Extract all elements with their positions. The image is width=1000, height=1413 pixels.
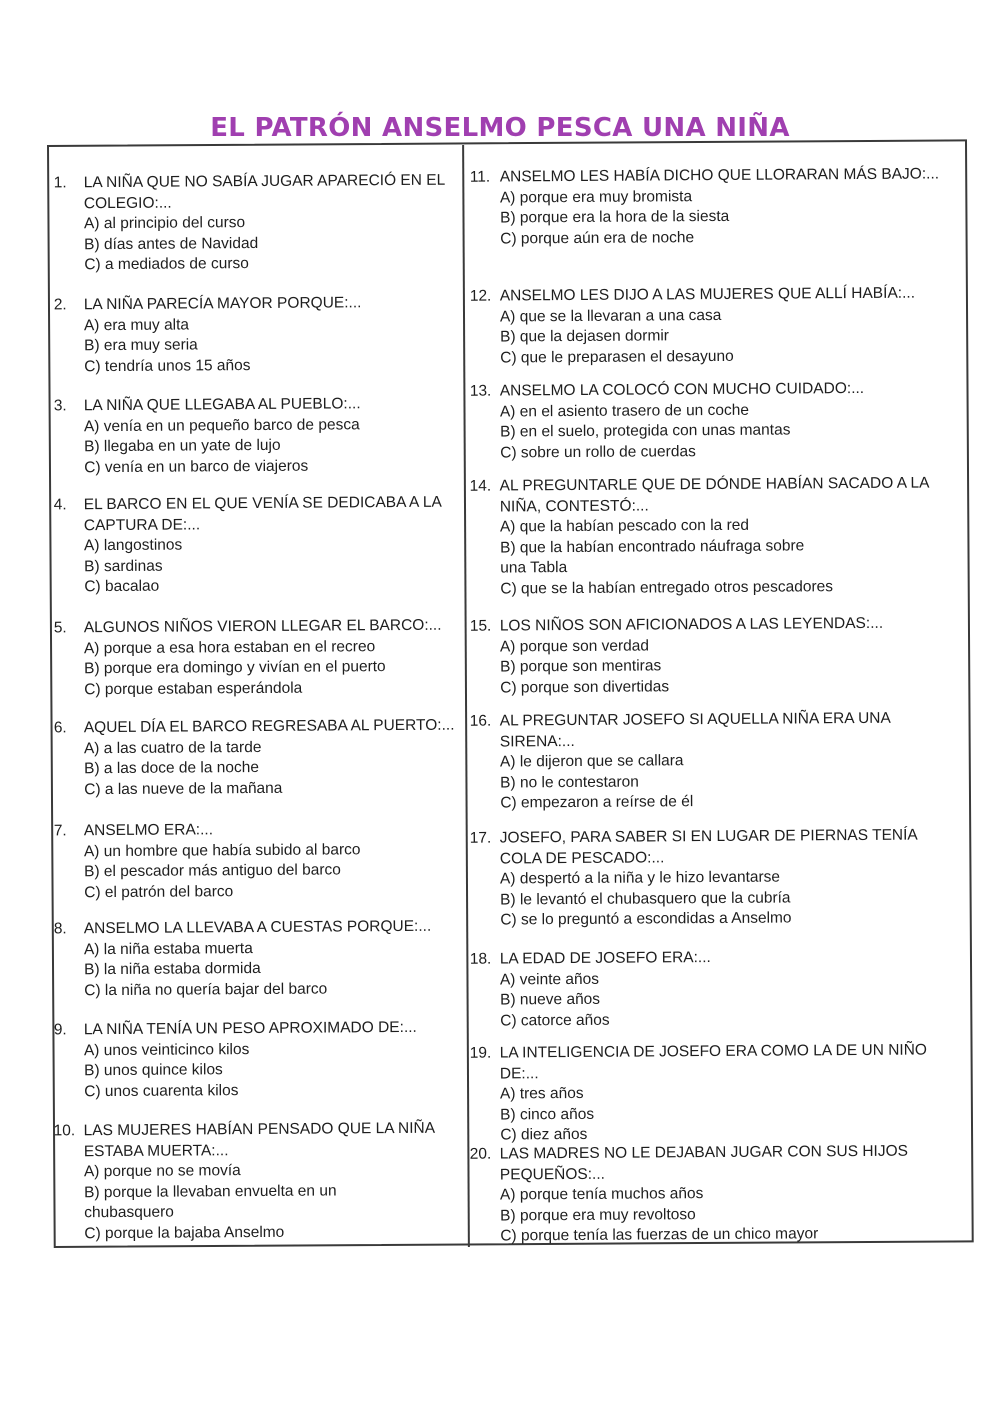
question-number: 5. [53, 619, 67, 637]
question-17 [470, 825, 961, 931]
answer-option[interactable]: C) que le preparasen el desayuno [500, 347, 734, 367]
answer-option[interactable]: C) que se la habían entregado otros pescadores [500, 577, 834, 597]
answer-option[interactable]: C) catorce años [500, 1011, 610, 1029]
answer-option[interactable]: A) que se la llevaran a una casa [499, 306, 722, 326]
answer-option[interactable]: A) veinte años [499, 970, 600, 989]
question-text: LA NIÑA TENÍA UN PESO APROXIMADO DE:... [83, 1018, 417, 1039]
answer-option[interactable]: B) cinco años [500, 1105, 595, 1124]
question-stem [54, 493, 459, 537]
question-number: 6. [53, 719, 67, 737]
question-stem [470, 164, 960, 188]
answer-option[interactable]: A) porque a esa hora estaban en el recreo [83, 637, 376, 657]
answer-option[interactable]: B) unos quince kilos [84, 1061, 223, 1080]
question-13 [470, 378, 961, 463]
answer-option[interactable]: B) era muy seria [84, 336, 198, 355]
question-2 [54, 293, 460, 378]
answer-option[interactable]: A) al principio del curso [83, 214, 246, 233]
question-number: 2. [53, 296, 67, 314]
answer-option[interactable]: C) a las nueve de la mañana [84, 779, 283, 798]
question-stem [470, 283, 960, 307]
question-stem [470, 825, 960, 869]
answer-option[interactable]: B) que la dejasen dormir [500, 327, 670, 346]
question-text: ANSELMO ERA:... [83, 821, 214, 840]
question-text: LA NIÑA QUE LLEGABA AL PUEBLO:... [83, 395, 361, 415]
answer-option[interactable]: B) el pescador más antiguo del barco [84, 861, 341, 881]
answer-option[interactable]: A) langostinos [83, 536, 183, 555]
question-16 [470, 708, 961, 814]
question-text: LAS MUJERES HABÍAN PENSADO QUE LA NIÑA ESTABA MUERTA:... [83, 1119, 435, 1160]
answer-option[interactable]: C) porque estaban esperándola [84, 679, 303, 698]
answer-option[interactable]: C) la niña no quería bajar del barco [84, 980, 328, 999]
answer-option[interactable]: B) porque son mentiras [500, 657, 662, 676]
question-number: 10. [53, 1122, 76, 1140]
question-text: ALGUNOS NIÑOS VIERON LLEGAR EL BARCO:... [83, 616, 442, 637]
answer-option[interactable]: B) porque era domingo y vivían en el puerto [84, 658, 386, 678]
answer-option[interactable]: C) venía en un barco de viajeros [84, 457, 309, 476]
question-text: EL BARCO EN EL QUE VENÍA SE DEDICABA A LA CAPTURA DE:... [83, 493, 441, 534]
question-number: 17. [469, 829, 492, 847]
question-number: 18. [469, 950, 492, 968]
answer-option[interactable]: A) porque son verdad [499, 636, 650, 656]
question-stem [54, 819, 459, 842]
question-text: ANSELMO LA LLEVABA A CUESTAS PORQUE:... [83, 917, 432, 938]
question-stem [470, 378, 960, 402]
question-14 [470, 473, 961, 599]
question-18 [470, 946, 961, 1031]
question-stem [470, 1040, 960, 1084]
answer-option[interactable]: A) le dijeron que se callara [499, 752, 684, 771]
question-10 [54, 1119, 460, 1245]
answer-option[interactable]: C) a mediados de curso [84, 255, 249, 274]
question-number: 7. [53, 822, 67, 840]
question-stem [470, 1141, 960, 1185]
question-stem [54, 1119, 459, 1163]
answer-option[interactable]: A) porque no se movía [83, 1162, 241, 1181]
answer-option[interactable]: C) se lo preguntó a escondidas a Anselmo [500, 909, 792, 929]
answer-option[interactable]: C) tendría unos 15 años [84, 356, 251, 375]
question-text: ANSELMO LES HABÍA DICHO QUE LLORARAN MÁS BAJO:... [499, 165, 940, 186]
question-stem [54, 1018, 459, 1041]
question-number: 13. [469, 382, 492, 400]
question-number: 1. [53, 174, 67, 192]
answer-option[interactable]: C) unos cuarenta kilos [84, 1081, 239, 1100]
question-number: 4. [53, 496, 67, 514]
question-text: AL PREGUNTAR JOSEFO SI AQUELLA NIÑA ERA UNA SIRENA:... [499, 709, 890, 751]
answer-option[interactable]: C) porque aún era de noche [500, 228, 695, 248]
question-text: LOS NIÑOS SON AFICIONADOS A LAS LEYENDAS:... [499, 614, 884, 635]
question-stem [470, 708, 960, 752]
question-stem [470, 473, 960, 517]
question-text: LA NIÑA QUE NO SABÍA JUGAR APARECIÓ EN EL COLEGIO:... [83, 171, 445, 212]
question-text: LA NIÑA PARECÍA MAYOR PORQUE:... [83, 294, 362, 314]
answer-option[interactable]: A) venía en un pequeño barco de pesca [83, 415, 360, 435]
question-stem [54, 616, 459, 639]
question-number: 11. [469, 168, 491, 186]
question-text: LA INTELIGENCIA DE JOSEFO ERA COMO LA DE UN NIÑO DE:... [499, 1041, 927, 1083]
question-number: 14. [469, 477, 492, 495]
question-stem [54, 716, 459, 739]
answer-option[interactable]: A) la niña estaba muerta [83, 939, 253, 958]
question-19 [470, 1040, 961, 1146]
answer-option[interactable]: B) días antes de Navidad [84, 234, 259, 253]
answer-option[interactable]: C) porque la bajaba Anselmo [84, 1223, 285, 1242]
question-8 [54, 917, 460, 1002]
answer-option[interactable]: A) unos veinticinco kilos [83, 1040, 250, 1059]
question-number: 8. [53, 920, 67, 938]
answer-option[interactable]: C) diez años [500, 1125, 588, 1144]
answer-option[interactable]: B) llegaba en un yate de lujo [84, 436, 281, 456]
question-1 [54, 171, 460, 276]
question-number: 16. [469, 712, 492, 730]
answer-option[interactable]: A) despertó a la niña y le hizo levantarse [499, 868, 781, 888]
question-stem [54, 171, 459, 215]
question-4 [54, 493, 460, 598]
question-stem [470, 613, 960, 637]
question-15 [470, 613, 961, 698]
question-5 [54, 616, 460, 701]
question-number: 3. [53, 397, 67, 415]
question-number: 20. [469, 1145, 492, 1163]
question-stem [54, 917, 459, 940]
question-12 [470, 283, 961, 368]
answer-option[interactable]: C) bacalao [84, 577, 160, 596]
answer-option[interactable]: B) que la habían encontrado náufraga sobre una Tabla [500, 536, 805, 577]
answer-option[interactable]: B) la niña estaba dormida [84, 959, 261, 979]
worksheet-title: EL PATRÓN ANSELMO PESCA UNA NIÑA [210, 113, 790, 143]
question-11 [470, 164, 961, 249]
answer-option[interactable]: B) sardinas [84, 557, 163, 575]
question-stem [54, 394, 459, 417]
answer-option[interactable]: B) porque era la hora de la siesta [500, 207, 730, 227]
question-text: AQUEL DÍA EL BARCO REGRESABA AL PUERTO:... [83, 716, 455, 737]
question-number: 15. [469, 617, 492, 635]
answer-option[interactable]: B) no le contestaron [500, 773, 639, 792]
question-number: 12. [469, 287, 492, 305]
question-6 [54, 716, 460, 801]
answer-option[interactable]: B) en el suelo, protegida con unas mantas [500, 421, 791, 441]
question-stem [470, 946, 960, 970]
answer-option[interactable]: B) porque la llevaban envuelta en un chubasquero [84, 1181, 337, 1222]
answer-option[interactable]: B) nueve años [500, 990, 601, 1009]
question-20 [470, 1141, 961, 1247]
answer-option[interactable]: C) empezaron a reírse de él [500, 793, 694, 812]
answer-option[interactable]: B) a las doce de la noche [84, 758, 260, 778]
answer-option[interactable]: C) porque son divertidas [500, 677, 670, 697]
question-text: ANSELMO LES DIJO A LAS MUJERES QUE ALLÍ HABÍA:... [499, 284, 916, 305]
question-text: JOSEFO, PARA SABER SI EN LUGAR DE PIERNAS TENÍA COLA DE PESCADO:... [499, 826, 917, 868]
answer-option[interactable]: C) porque tenía las fuerzas de un chico mayor [500, 1225, 819, 1245]
answer-option[interactable]: B) le levantó el chubasquero que la cubría [500, 888, 791, 909]
answer-option[interactable]: A) porque era muy bromista [499, 187, 693, 207]
answer-option[interactable]: A) porque tenía muchos años [499, 1185, 704, 1204]
answer-option[interactable]: A) un hombre que había subido al barco [83, 840, 361, 860]
answer-option[interactable]: A) que la habían pescado con la red [499, 516, 750, 536]
answer-option[interactable]: A) tres años [499, 1084, 584, 1103]
question-text: LAS MADRES NO LE DEJABAN JUGAR CON SUS HIJOS PEQUEÑOS:... [499, 1142, 909, 1184]
question-number: 19. [469, 1044, 492, 1062]
question-9 [54, 1018, 460, 1103]
answer-option[interactable]: C) el patrón del barco [84, 882, 234, 901]
answer-option[interactable]: A) en el asiento trasero de un coche [499, 401, 749, 421]
question-text: AL PREGUNTARLE QUE DE DÓNDE HABÍAN SACADO A LA NIÑA, CONTESTÓ:... [499, 474, 929, 516]
question-number: 9. [53, 1021, 67, 1039]
question-text: LA EDAD DE JOSEFO ERA:... [499, 949, 711, 968]
question-stem [54, 293, 459, 316]
question-text: ANSELMO LA COLOCÓ CON MUCHO CUIDADO:... [499, 379, 865, 400]
answer-option[interactable]: C) sobre un rollo de cuerdas [500, 442, 696, 462]
question-3 [54, 394, 460, 479]
answer-option[interactable]: A) era muy alta [83, 315, 190, 334]
answer-option[interactable]: A) a las cuatro de la tarde [83, 738, 262, 757]
answer-option[interactable]: B) porque era muy revoltoso [500, 1205, 696, 1225]
question-7 [54, 819, 460, 904]
